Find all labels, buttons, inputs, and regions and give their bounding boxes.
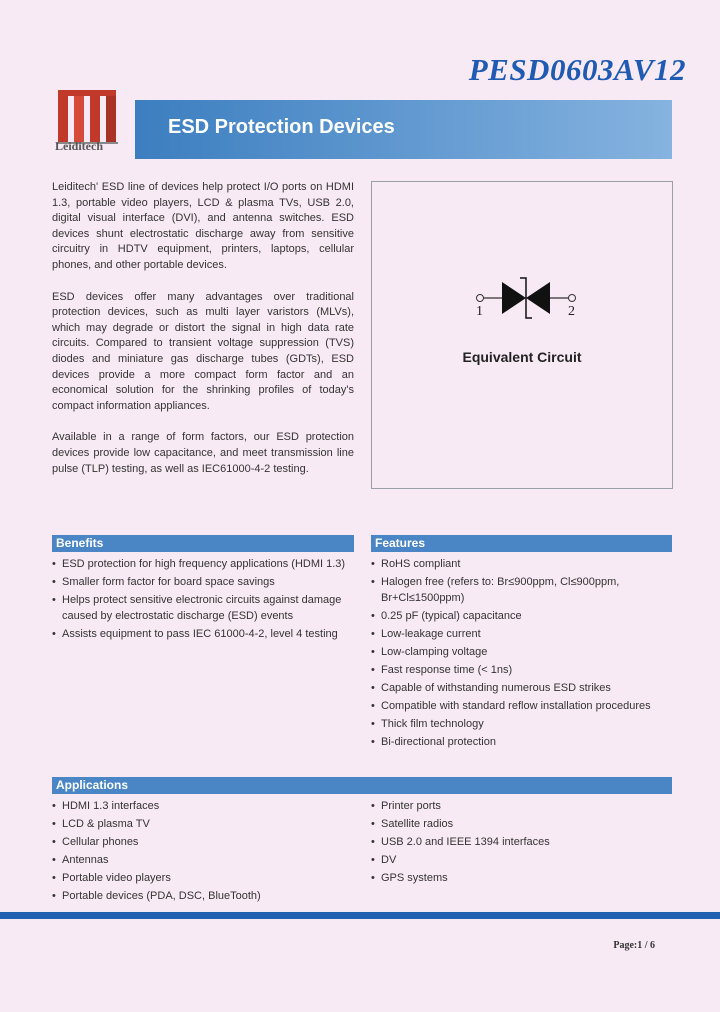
list-item: • DV [371,852,671,868]
benefits-header: Benefits [52,535,354,552]
features-list [371,556,671,752]
list-item: • 0.25 pF (typical) capacitance [371,608,671,624]
list-item: • Halogen free (refers to: Br≤900ppm, Cl≤900ppm, Br+Cl≤1500ppm) [371,574,671,606]
list-item: • Low-leakage current [371,626,671,642]
circuit-caption: Equivalent Circuit [462,349,582,365]
list-item: • ESD protection for high frequency applications (HDMI 1.3) [52,556,352,572]
list-item: • Satellite radios [371,816,671,832]
list-item: • Assists equipment to pass IEC 61000-4-2, level 4 testing [52,626,352,642]
list-item: • Cellular phones [52,834,352,850]
list-item: • Low-clamping voltage [371,644,671,660]
list-item: • Printer ports [371,798,671,814]
list-item: • RoHS compliant [371,556,671,572]
list-item: • Capable of withstanding numerous ESD strikes [371,680,671,696]
list-item: • GPS systems [371,870,671,886]
benefits-list [52,556,352,644]
part-number: PESD0603AV12 [468,52,686,87]
applications-list-right [371,798,671,888]
applications-list-left [52,798,352,906]
list-item: • Smaller form factor for board space savings [52,574,352,590]
page-title: ESD Protection Devices [168,116,395,138]
title-banner [135,100,672,159]
applications-header: Applications [52,777,672,794]
page-number: Page:1 / 6 [613,940,655,951]
features-header: Features [371,535,672,552]
intro-paragraph: Leiditech' ESD line of devices help protect I/O ports on HDMI 1.3, portable video players, LCD & plasma TVs, USB 2.0, digital visual interface (DVI), and antenna switches. ESD devices shunt electrostatic discharge away from sensitive circuitry in HDTV equipment, printers, laptops, cellular phones, and other portable devices. [52,181,354,271]
list-item: • HDMI 1.3 interfaces [52,798,352,814]
list-item: • Helps protect sensitive electronic circuits against damage caused by electrostatic discharge (ESD) events [52,592,352,624]
list-item: • Portable devices (PDA, DSC, BlueTooth) [52,888,352,904]
pin-1-label: 1 [476,304,483,319]
list-item: • Thick film technology [371,716,671,732]
intro-paragraph: Available in a range of form factors, our ESD protection devices provide low capacitance, and meet transmission line pulse (TLP) testing, as well as IEC61000-4-2 testing. [52,431,354,475]
bidirectional-diode-icon [472,272,582,332]
footer-bar [0,912,720,919]
list-item: • Compatible with standard reflow installation procedures [371,698,671,714]
intro-paragraph: ESD devices offer many advantages over traditional protection devices, such as multi layer varistors (MLVs), which may degrade or distort the signal in high data rate circuits. Compared to transient voltage suppression (TVS) diodes and miniature gas discharge tubes (GDTs), ESD devices provide a more compact form factor and an economical solution for the shrinking profiles of today's compact information appliances. [52,290,354,412]
list-item: • Portable video players [52,870,352,886]
logo-text: Leiditech [55,139,103,153]
intro-text [52,180,354,493]
equivalent-circuit-box [371,181,673,489]
list-item: • USB 2.0 and IEEE 1394 interfaces [371,834,671,850]
list-item: • Bi-directional protection [371,734,671,750]
list-item: • LCD & plasma TV [52,816,352,832]
list-item: • Fast response time (< 1ns) [371,662,671,678]
pin-2-label: 2 [568,304,575,319]
list-item: • Antennas [52,852,352,868]
